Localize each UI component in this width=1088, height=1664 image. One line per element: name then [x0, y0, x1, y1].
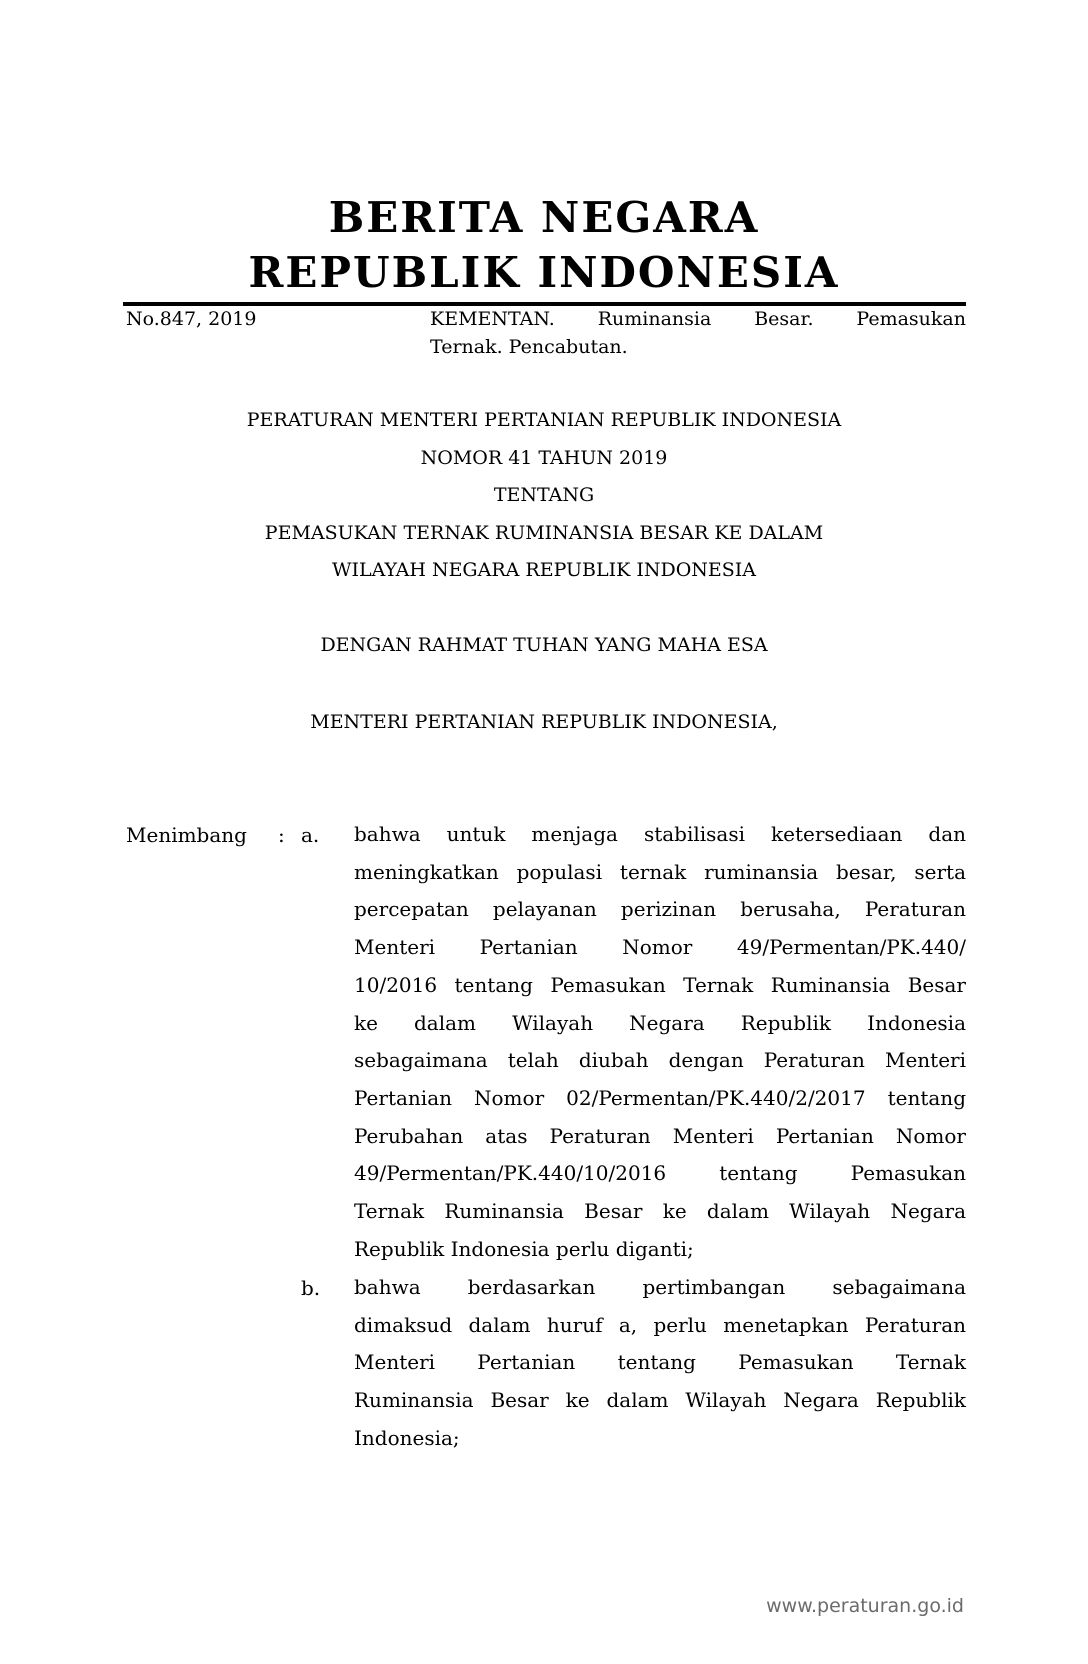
clause-line: Ruminansia Besar ke dalam Wilayah Negara Republik — [354, 1388, 966, 1413]
clause-line: ke dalam Wilayah Negara Republik Indonesia — [354, 1010, 966, 1035]
gazette-subject-line1: KEMENTAN. Ruminansia Besar. Pemasukan — [430, 308, 966, 330]
regulation-title: PERATURAN MENTERI PERTANIAN REPUBLIK INDONESIA — [246, 409, 842, 431]
gazette-number: No.847, 2019 — [126, 308, 257, 330]
clause-line: Indonesia; — [354, 1425, 460, 1450]
clause-line: 49/Permentan/PK.440/10/2016 tentang Pemasukan — [354, 1161, 966, 1186]
regulation-number: NOMOR 41 TAHUN 2019 — [420, 447, 668, 469]
regulation-about: TENTANG — [493, 484, 595, 506]
clause-line: 10/2016 tentang Pemasukan Ternak Ruminansia Besar — [354, 972, 966, 997]
gazette-title-line1: BERITA NEGARA — [328, 193, 760, 242]
clause-line: bahwa untuk menjaga stabilisasi ketersediaan dan — [354, 822, 966, 846]
clause-line: sebagaimana telah diubah dengan Peraturan Menteri — [354, 1048, 966, 1073]
clause-line: Ternak Ruminansia Besar ke dalam Wilayah Negara — [354, 1199, 966, 1224]
considerations-colon: : — [278, 823, 285, 847]
clause-line: bahwa berdasarkan pertimbangan sebagaimana — [354, 1275, 966, 1299]
clause-line: dimaksud dalam huruf a, perlu menetapkan Peraturan — [354, 1312, 966, 1337]
clause-b-text — [354, 1269, 966, 1458]
clause-line: percepatan pelayanan perizinan berusaha, Peraturan — [354, 897, 966, 922]
clause-a-marker: a. — [301, 823, 320, 847]
clause-line: Menteri Pertanian Nomor 49/Permentan/PK.440/ — [354, 935, 966, 960]
clause-line: meningkatkan populasi ternak ruminansia besar, serta — [354, 859, 966, 884]
clause-line: Perubahan atas Peraturan Menteri Pertanian Nomor — [354, 1123, 966, 1148]
clause-line: Pertanian Nomor 02/Permentan/PK.440/2/2017 tentang — [354, 1085, 966, 1110]
gazette-title-line2: REPUBLIK INDONESIA — [248, 248, 840, 297]
clause-b-marker: b. — [301, 1276, 321, 1300]
clause-a-text — [354, 816, 966, 1268]
clause-line: Menteri Pertanian tentang Pemasukan Ternak — [354, 1350, 966, 1375]
considerations-label: Menimbang — [126, 823, 247, 847]
source-watermark-link: www.peraturan.go.id — [766, 1595, 964, 1617]
regulation-subject-line1: PEMASUKAN TERNAK RUMINANSIA BESAR KE DALAM — [264, 522, 824, 544]
regulation-subject-line2: WILAYAH NEGARA REPUBLIK INDONESIA — [331, 559, 757, 581]
regulation-minister: MENTERI PERTANIAN REPUBLIK INDONESIA, — [310, 711, 778, 733]
regulation-invocation: DENGAN RAHMAT TUHAN YANG MAHA ESA — [320, 634, 768, 656]
gazette-subject-line2: Ternak. Pencabutan. — [430, 336, 628, 358]
clause-line: Republik Indonesia perlu diganti; — [354, 1236, 694, 1261]
